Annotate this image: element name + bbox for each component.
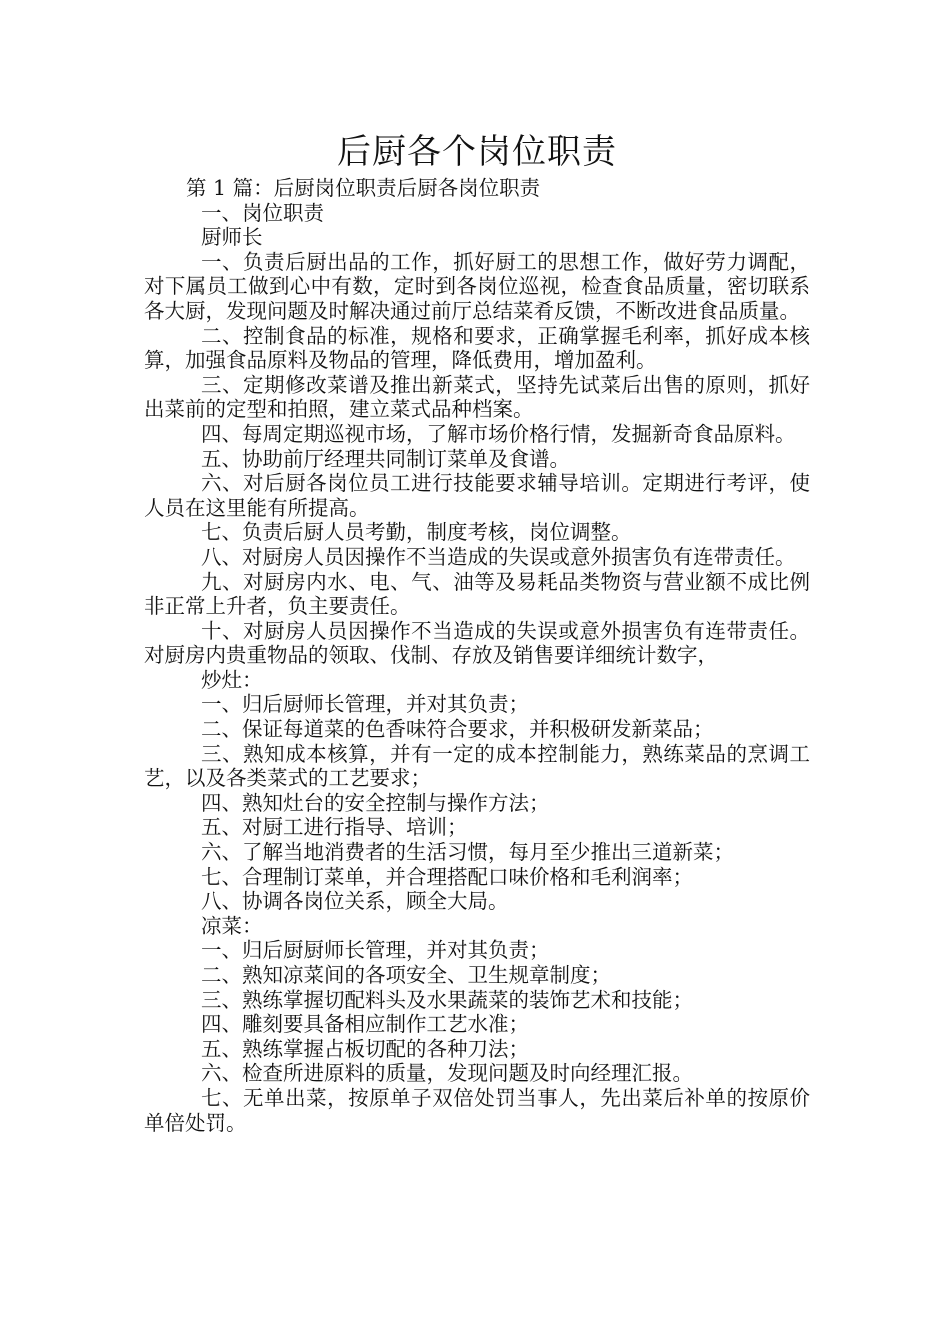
document-page	[144, 128, 810, 1135]
body-paragraph: 六、了解当地消费者的生活习惯，每月至少推出三道新菜；	[201, 840, 734, 865]
body-paragraph: 二、保证每道菜的色香味符合要求，并积极研发新菜品；	[201, 717, 714, 742]
body-paragraph: 四、熟知灶台的安全控制与操作方法；	[201, 790, 550, 815]
body-paragraph: 七、合理制订菜单，并合理搭配口味价格和毛利润率；	[201, 864, 693, 889]
body-paragraph: 十、对厨房人员因操作不当造成的失误或意外损害负有连带责任。对厨房内贵重物品的领取、伐制、存放及销售要详细统计数字，	[144, 618, 810, 668]
body-paragraph: 一、归后厨师长管理，并对其负责；	[201, 692, 529, 717]
body-paragraph: 六、对后厨各岗位员工进行技能要求辅导培训。定期进行考评，使人员在这里能有所提高。	[144, 471, 810, 520]
body-paragraph: 九、对厨房内水、电、气、油等及易耗品类物资与营业额不成比例非正常上升者，负主要责任。	[144, 569, 810, 619]
body-paragraph: 一、岗位职责	[201, 200, 324, 225]
body-paragraph: 三、熟练掌握切配料头及水果蔬菜的装饰艺术和技能；	[201, 987, 693, 1012]
body-paragraph: 炒灶：	[201, 667, 263, 692]
document-title: 后厨各个岗位职责	[337, 132, 617, 172]
body-paragraph: 厨师长	[201, 225, 263, 250]
document-body	[144, 201, 810, 1136]
body-paragraph: 六、检查所进原料的质量，发现问题及时向经理汇报。	[201, 1061, 693, 1086]
body-paragraph: 二、控制食品的标准，规格和要求，正确掌握毛利率，抓好成本核算，加强食品原料及物品的管理，降低费用，增加盈利。	[144, 323, 810, 373]
body-paragraph: 八、对厨房人员因操作不当造成的失误或意外损害负有连带责任。	[201, 544, 796, 569]
body-paragraph: 七、无单出菜，按原单子双倍处罚当事人，先出菜后补单的按原价单倍处罚。	[144, 1085, 810, 1135]
body-paragraph: 二、熟知凉菜间的各项安全、卫生规章制度；	[201, 963, 611, 987]
body-paragraph: 一、负责后厨出品的工作，抓好厨工的思想工作，做好劳力调配，对下属员工做到心中有数，定时到各岗位巡视，检查食品质量，密切联系各大厨，发现问题及时解决通过前厅总结菜肴反馈，不断改进食品质量。	[144, 249, 810, 323]
body-paragraph: 三、定期修改菜谱及推出新菜式，坚持先试菜后出售的原则，抓好出菜前的定型和拍照，建立菜式品种档案。	[144, 372, 810, 422]
body-paragraph: 五、协助前厅经理共同制订菜单及食谱。	[201, 446, 570, 471]
body-paragraph: 八、协调各岗位关系，顾全大局。	[201, 889, 509, 914]
body-paragraph: 七、负责后厨人员考勤，制度考核，岗位调整。	[201, 520, 632, 545]
body-paragraph: 一、归后厨厨师长管理，并对其负责；	[201, 938, 550, 963]
body-paragraph: 四、每周定期巡视市场，了解市场价格行情，发掘新奇食品原料。	[201, 421, 796, 446]
body-paragraph: 凉菜：	[201, 913, 263, 938]
body-paragraph: 五、熟练掌握占板切配的各种刀法；	[201, 1036, 529, 1061]
body-paragraph: 五、对厨工进行指导、培训；	[201, 815, 468, 840]
body-paragraph: 四、雕刻要具备相应制作工艺水准；	[201, 1012, 529, 1037]
document-subtitle: 第 1 篇：后厨岗位职责后厨各岗位职责	[186, 176, 541, 200]
body-paragraph: 三、熟知成本核算，并有一定的成本控制能力，熟练菜品的烹调工艺，以及各类菜式的工艺要求；	[144, 741, 810, 791]
